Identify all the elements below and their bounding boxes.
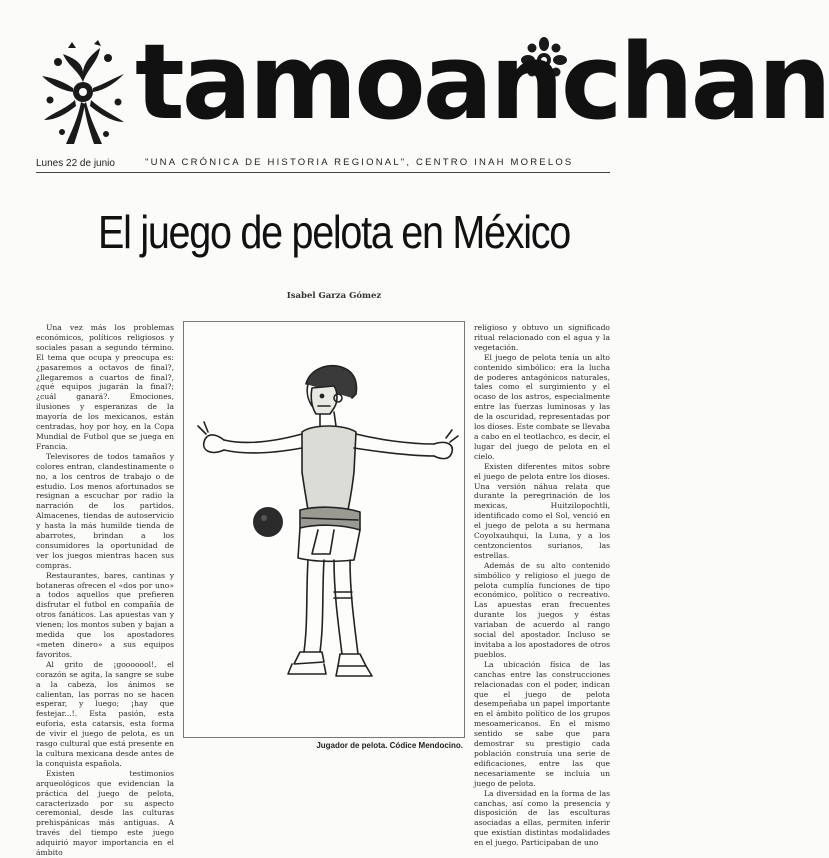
paragraph: Televisores de todos tamaños y colores entran, clandestinamente o no, a los centros de trabajo o de estudio. Los menos afortunados se resignan a escuchar por radio la narración de los partidos. Almacenes, tiendas de autoservicio y hasta la más humilde tienda de abarrotes, brindan a los consumidores la oportunidad de ver los juegos mientras hacen sus compras. xyxy=(36,451,174,570)
ball-shape xyxy=(253,507,283,537)
left-glyph-icon xyxy=(38,40,128,148)
paragraph: Existen diferentes mitos sobre el juego de pelota entre los dioses. Una versión náhua relata que durante la peregrinación de los mexicas, Huitzilopochtli, identificado como el Sol, venció en el juego de pelota a su hermana Coyolxauhqui, la Luna, y a los centzoncientos surianos, las estrellas. xyxy=(474,461,610,560)
masthead-divider xyxy=(36,172,610,173)
issue-date: Lunes 22 de junio xyxy=(36,158,115,169)
paragraph: Al grito de ¡gooooool!, el corazón se agita, la sangre se sube a la cabeza, los ánimos se calientan, las porras no se hacen esperar, y luego; ¡hay que festejar...!. Esta pasión, esta euforia, esta catarsis, esta forma de vivir el juego de pelota, es un rasgo cultural que está presente en la cultura mexicana desde antes de la conquista española. xyxy=(36,659,174,768)
figure-caption: Jugador de pelota. Códice Mendocino. xyxy=(316,741,463,750)
article-byline: Isabel Garza Gómez xyxy=(286,291,382,301)
paragraph: El juego de pelota tenía un alto contenido simbólico: era la lucha de poderes antagónicos naturales, tales como el surgimiento y el ocaso de los astros, especialmente entre las fuerzas luminosas y las de la oscuridad, representadas por los dioses. Este combate se llevaba a cabo en el teotlachco, es decir, el lugar del juego de pelota en el cielo. xyxy=(474,352,610,461)
masthead-title: tamoanchan xyxy=(135,21,829,143)
paragraph: Restaurantes, bares, cantinas y botaneras ofrecen el «dos por uno» a todos aquellos que prefieren disfrutar el futbol en compañía de otros fanáticos. Las apuestas van y vienen; los montos suben y bajan a medida que los apostadores «meten dinero» a sus equipos favoritos. xyxy=(36,570,174,659)
article-column-1 xyxy=(36,323,174,858)
paragraph: Una vez más los problemas económicos, políticos religiosos y sociales pasan a segundo término. El tema que ocupa y preocupa es: ¿pasaremos a octavos de final?, ¿llegaremos a cuartos de final?, ¿qué equipos jugarán la final?; ¿cuál ganará?. Emociones, ilusiones y esperanzas de la mayoría de los mexicanos, están centradas, hoy por hoy, en la Copa Mundial de Futbol que se juega en Francia. xyxy=(36,323,174,451)
masthead-tagline: "UNA CRÓNICA DE HISTORIA REGIONAL", CENTRO INAH MORELOS xyxy=(145,157,574,168)
figure-frame xyxy=(183,321,465,738)
paragraph: La ubicación física de las canchas entre las construcciones relacionadas con el poder, indican que el juego de pelota desempeñaba un papel importante en el ámbito político de los grupos mesoamericanos. En el mismo sentido se sabe que para demostrar su prestigio cada población construía una serie de edificaciones, entre las que necesariamente se incluía un juego de pelota. xyxy=(474,659,610,788)
article-column-3 xyxy=(474,323,610,848)
ball-player-illustration-icon xyxy=(184,322,464,737)
paragraph: religioso y obtuvo un significado ritual relacionado con el agua y la vegetación. xyxy=(474,323,610,352)
paragraph: Existen testimonios arqueológicos que evidencian la práctica del juego de pelota, caracterizado por su aspecto ceremonial, desde las culturas prehispánicas más antiguas. A través del tiempo este juego adquirió mayor importancia en el ámbito xyxy=(36,768,174,858)
paragraph: Además de su alto contenido simbólico y religioso el juego de pelota cumplía funciones de tipo económico, político o recreativo. Las apuestas eran frecuentes durante los juegos y éstas variaban de acuerdo al rango social del apostador. Incluso se invitaba a los apostadores de otros pueblos. xyxy=(474,560,610,659)
paragraph: La diversidad en la forma de las canchas, así como la presencia y disposición de las esculturas asociadas a ellas, permiten inferir que existían distintas modalidades en el juego. Participaban de uno xyxy=(474,788,610,848)
article-headline: El juego de pelota en México xyxy=(98,206,570,258)
